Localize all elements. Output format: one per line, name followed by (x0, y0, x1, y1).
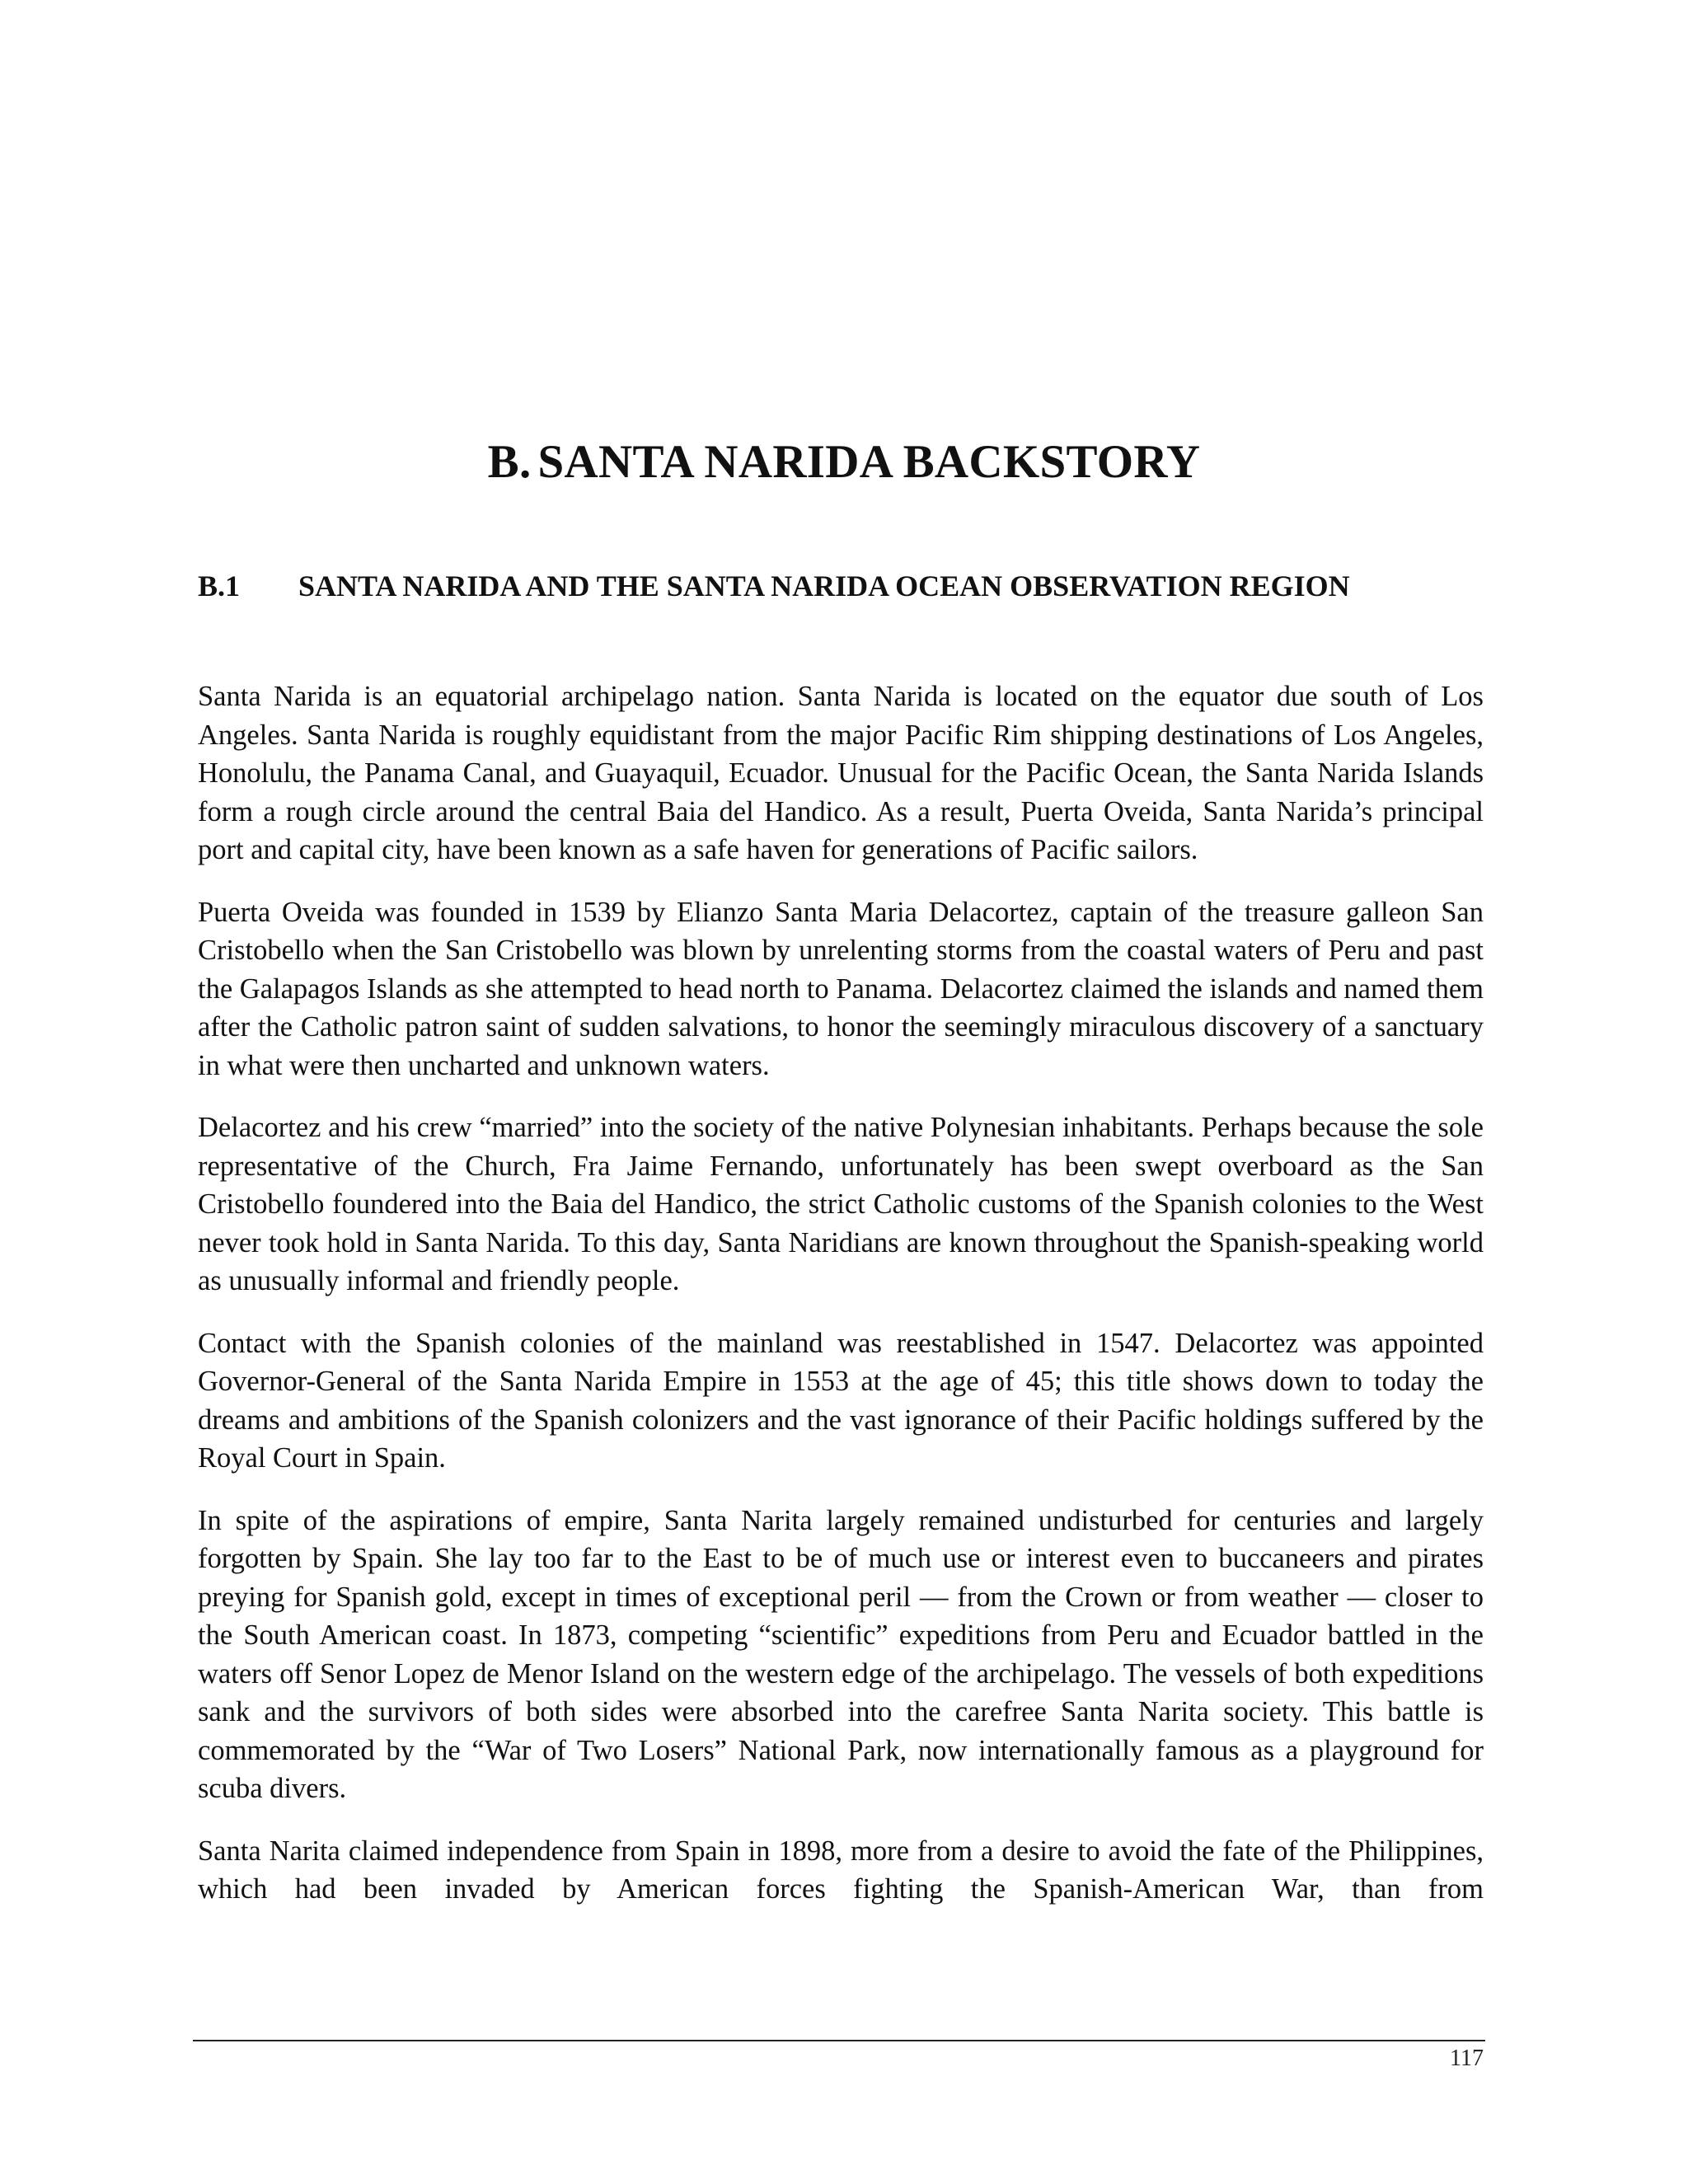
page-number: 117 (1450, 2046, 1484, 2071)
paragraph: Delacortez and his crew “married” into the society of the native Polynesian inhabitants. Perhaps because the sole representative of the Church, Fra Jaime Fernando, unfortunately has been swept overboard as the San Cristobello foundered into the Baia del Handico, the strict Catholic customs of the Spanish colonies to the West never took hold in Santa Narida. To this day, Santa Naridians are known throughout the Spanish-speaking world as unusually informal and friendly people. (198, 1112, 1484, 1296)
body-text (198, 677, 1484, 1933)
paragraph: In spite of the aspirations of empire, Santa Narita largely remained undisturbed for centuries and largely forgotten by Spain. She lay too far to the East to be of much use or interest even to buccaneers and pirates preying for Spanish gold, except in times of exceptional peril — from the Crown or from weather — closer to the South American coast. In 1873, competing “scientific” expeditions from Peru and Ecuador battled in the waters off Senor Lopez de Menor Island on the western edge of the archipelago. The vessels of both expeditions sank and the survivors of both sides were absorbed into the carefree Santa Narita society. This battle is commemorated by the “War of Two Losers” National Park, now internationally famous as a playground for scuba divers. (198, 1504, 1484, 1804)
chapter-title (0, 434, 1688, 491)
paragraph: Santa Narida is an equatorial archipelago nation. Santa Narida is located on the equator due south of Los Angeles. Santa Narida is roughly equidistant from the major Pacific Rim shipping destinations of Los Angeles, Honolulu, the Panama Canal, and Guayaquil, Ecuador. Unusual for the Pacific Ocean, the Santa Narida Islands form a rough circle around the central Baia del Handico. As a result, Puerta Oveida, Santa Narida’s principal port and capital city, have been known as a safe haven for generations of Pacific sailors. (198, 681, 1484, 865)
section-title: SANTA NARIDA AND THE SANTA NARIDA OCEAN OBSERVATION REGION (298, 569, 1350, 602)
section-heading (198, 567, 1484, 606)
chapter-number: B. (487, 436, 532, 488)
footer-divider (193, 2040, 1485, 2041)
section-number: B.1 (198, 569, 241, 602)
paragraph: Santa Narita claimed independence from Spain in 1898, more from a desire to avoid the fate of the Philippines, which had been invaded by American forces fighting the Spanish-American War, than from (198, 1835, 1484, 1905)
paragraph: Puerta Oveida was founded in 1539 by Elianzo Santa Maria Delacortez, captain of the treasure galleon San Cristobello when the San Cristobello was blown by unrelenting storms from the coastal waters of Peru and past the Galapagos Islands as she attempted to head north to Panama. Delacortez claimed the islands and named them after the Catholic patron saint of sudden salvations, to honor the seemingly miraculous discovery of a sanctuary in what were then uncharted and unknown waters. (198, 896, 1484, 1081)
chapter-title-text: SANTA NARIDA BACKSTORY (537, 436, 1201, 488)
paragraph: Contact with the Spanish colonies of the mainland was reestablished in 1547. Delacortez was appointed Governor-General of the Santa Narida Empire in 1553 at the age of 45; this title shows down to today the dreams and ambitions of the Spanish colonizers and the vast ignorance of their Pacific holdings suffered by the Royal Court in Spain. (198, 1327, 1484, 1474)
